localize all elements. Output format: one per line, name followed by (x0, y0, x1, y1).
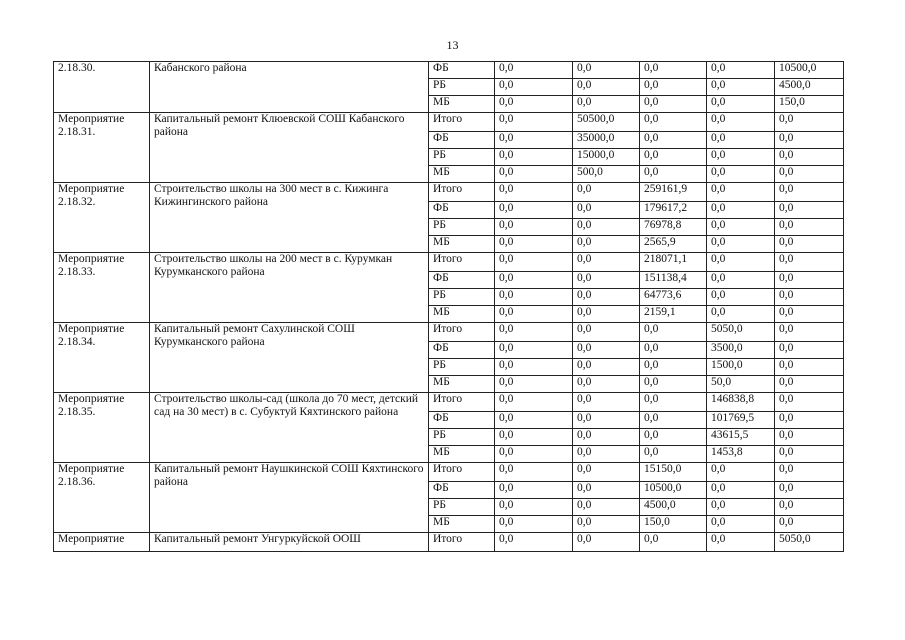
amount-cell-year-1: 0,0 (495, 342, 573, 359)
amount-cell-year-3: 0,0 (640, 149, 707, 166)
amount-cell-year-2: 0,0 (573, 342, 640, 359)
amount-cell-year-4: 0,0 (707, 482, 775, 499)
measure-title-cell: Строительство школы на 200 мест в с. Курумкан Курумканского района (150, 253, 429, 323)
amount-cell-year-2: 0,0 (573, 253, 640, 272)
funding-source-cell: МБ (429, 376, 495, 393)
measure-code-cell: Мероприятие 2.18.34. (54, 323, 150, 393)
measure-code-cell: 2.18.30. (54, 62, 150, 113)
funding-source-cell: МБ (429, 306, 495, 323)
amount-cell-year-3: 0,0 (640, 393, 707, 412)
funding-source-cell: ФБ (429, 62, 495, 79)
amount-cell-year-5: 5050,0 (775, 533, 844, 552)
amount-cell-year-4: 0,0 (707, 149, 775, 166)
amount-cell-year-3: 151138,4 (640, 272, 707, 289)
amount-cell-year-4: 1453,8 (707, 446, 775, 463)
amount-cell-year-2: 0,0 (573, 96, 640, 113)
funding-source-cell: РБ (429, 219, 495, 236)
amount-cell-year-5: 0,0 (775, 272, 844, 289)
amount-cell-year-5: 0,0 (775, 289, 844, 306)
amount-cell-year-4: 0,0 (707, 132, 775, 149)
amount-cell-year-3: 259161,9 (640, 183, 707, 202)
amount-cell-year-4: 101769,5 (707, 412, 775, 429)
amount-cell-year-3: 64773,6 (640, 289, 707, 306)
amount-cell-year-4: 0,0 (707, 533, 775, 552)
amount-cell-year-3: 15150,0 (640, 463, 707, 482)
funding-source-cell: Итого (429, 113, 495, 132)
amount-cell-year-1: 0,0 (495, 183, 573, 202)
amount-cell-year-1: 0,0 (495, 359, 573, 376)
amount-cell-year-1: 0,0 (495, 499, 573, 516)
page-number: 13 (446, 38, 459, 52)
measure-title-cell: Строительство школы на 300 мест в с. Кижинга Кижингинского района (150, 183, 429, 253)
amount-cell-year-2: 0,0 (573, 359, 640, 376)
amount-cell-year-4: 0,0 (707, 113, 775, 132)
amount-cell-year-1: 0,0 (495, 79, 573, 96)
funding-source-cell: ФБ (429, 272, 495, 289)
funding-source-cell: Итого (429, 393, 495, 412)
amount-cell-year-3: 4500,0 (640, 499, 707, 516)
amount-cell-year-2: 0,0 (573, 62, 640, 79)
amount-cell-year-1: 0,0 (495, 132, 573, 149)
amount-cell-year-1: 0,0 (495, 376, 573, 393)
table-row (54, 323, 844, 342)
amount-cell-year-4: 0,0 (707, 289, 775, 306)
measure-code-cell: Мероприятие 2.18.32. (54, 183, 150, 253)
table-row (54, 463, 844, 482)
amount-cell-year-3: 2159,1 (640, 306, 707, 323)
funding-source-cell: ФБ (429, 412, 495, 429)
amount-cell-year-3: 10500,0 (640, 482, 707, 499)
amount-cell-year-2: 0,0 (573, 79, 640, 96)
amount-cell-year-3: 0,0 (640, 446, 707, 463)
amount-cell-year-5: 0,0 (775, 166, 844, 183)
amount-cell-year-5: 0,0 (775, 429, 844, 446)
amount-cell-year-3: 0,0 (640, 429, 707, 446)
amount-cell-year-5: 150,0 (775, 96, 844, 113)
table-row (54, 393, 844, 412)
amount-cell-year-3: 2565,9 (640, 236, 707, 253)
amount-cell-year-4: 0,0 (707, 96, 775, 113)
amount-cell-year-1: 0,0 (495, 516, 573, 533)
amount-cell-year-4: 0,0 (707, 272, 775, 289)
funding-source-cell: Итого (429, 183, 495, 202)
amount-cell-year-3: 0,0 (640, 533, 707, 552)
amount-cell-year-5: 0,0 (775, 412, 844, 429)
funding-source-cell: РБ (429, 289, 495, 306)
funding-source-cell: МБ (429, 446, 495, 463)
amount-cell-year-2: 15000,0 (573, 149, 640, 166)
funding-source-cell: МБ (429, 236, 495, 253)
table-row (54, 113, 844, 132)
amount-cell-year-4: 0,0 (707, 219, 775, 236)
amount-cell-year-4: 0,0 (707, 183, 775, 202)
measure-code-cell: Мероприятие 2.18.33. (54, 253, 150, 323)
amount-cell-year-3: 0,0 (640, 359, 707, 376)
funding-source-cell: Итого (429, 253, 495, 272)
budget-table (53, 61, 844, 552)
amount-cell-year-4: 3500,0 (707, 342, 775, 359)
amount-cell-year-1: 0,0 (495, 446, 573, 463)
amount-cell-year-2: 0,0 (573, 236, 640, 253)
amount-cell-year-5: 0,0 (775, 463, 844, 482)
amount-cell-year-4: 5050,0 (707, 323, 775, 342)
amount-cell-year-1: 0,0 (495, 412, 573, 429)
amount-cell-year-2: 35000,0 (573, 132, 640, 149)
amount-cell-year-3: 0,0 (640, 342, 707, 359)
measure-title-cell: Строительство школы-сад (школа до 70 мест, детский сад на 30 мест) в с. Субуктуй Кяхтинского района (150, 393, 429, 463)
amount-cell-year-2: 0,0 (573, 202, 640, 219)
amount-cell-year-5: 0,0 (775, 236, 844, 253)
amount-cell-year-3: 0,0 (640, 62, 707, 79)
measure-title-cell: Кабанского района (150, 62, 429, 113)
amount-cell-year-1: 0,0 (495, 113, 573, 132)
table-row (54, 62, 844, 79)
amount-cell-year-3: 0,0 (640, 412, 707, 429)
funding-source-cell: МБ (429, 166, 495, 183)
amount-cell-year-3: 179617,2 (640, 202, 707, 219)
funding-source-cell: РБ (429, 499, 495, 516)
amount-cell-year-4: 0,0 (707, 253, 775, 272)
amount-cell-year-5: 0,0 (775, 219, 844, 236)
amount-cell-year-3: 0,0 (640, 376, 707, 393)
measure-code-cell: Мероприятие (54, 533, 150, 552)
amount-cell-year-1: 0,0 (495, 219, 573, 236)
amount-cell-year-5: 0,0 (775, 183, 844, 202)
amount-cell-year-2: 0,0 (573, 446, 640, 463)
amount-cell-year-2: 0,0 (573, 482, 640, 499)
amount-cell-year-4: 0,0 (707, 516, 775, 533)
amount-cell-year-3: 76978,8 (640, 219, 707, 236)
amount-cell-year-2: 0,0 (573, 463, 640, 482)
funding-source-cell: МБ (429, 516, 495, 533)
funding-source-cell: РБ (429, 149, 495, 166)
funding-source-cell: ФБ (429, 132, 495, 149)
amount-cell-year-4: 0,0 (707, 463, 775, 482)
funding-source-cell: РБ (429, 429, 495, 446)
amount-cell-year-4: 43615,5 (707, 429, 775, 446)
amount-cell-year-2: 0,0 (573, 323, 640, 342)
amount-cell-year-3: 0,0 (640, 79, 707, 96)
amount-cell-year-2: 0,0 (573, 393, 640, 412)
amount-cell-year-1: 0,0 (495, 323, 573, 342)
measure-title-cell: Капитальный ремонт Наушкинской СОШ Кяхтинского района (150, 463, 429, 533)
amount-cell-year-4: 50,0 (707, 376, 775, 393)
amount-cell-year-2: 0,0 (573, 272, 640, 289)
measure-code-cell: Мероприятие 2.18.36. (54, 463, 150, 533)
amount-cell-year-1: 0,0 (495, 236, 573, 253)
amount-cell-year-1: 0,0 (495, 429, 573, 446)
funding-source-cell: Итого (429, 533, 495, 552)
amount-cell-year-1: 0,0 (495, 463, 573, 482)
amount-cell-year-3: 0,0 (640, 132, 707, 149)
funding-source-cell: Итого (429, 323, 495, 342)
amount-cell-year-5: 0,0 (775, 376, 844, 393)
amount-cell-year-5: 0,0 (775, 253, 844, 272)
amount-cell-year-1: 0,0 (495, 272, 573, 289)
measure-title-cell: Капитальный ремонт Клюевской СОШ Кабанского района (150, 113, 429, 183)
table-row (54, 533, 844, 552)
amount-cell-year-3: 218071,1 (640, 253, 707, 272)
measure-code-cell: Мероприятие 2.18.35. (54, 393, 150, 463)
amount-cell-year-2: 0,0 (573, 306, 640, 323)
funding-source-cell: Итого (429, 463, 495, 482)
funding-source-cell: РБ (429, 359, 495, 376)
amount-cell-year-5: 0,0 (775, 113, 844, 132)
funding-source-cell: РБ (429, 79, 495, 96)
amount-cell-year-1: 0,0 (495, 306, 573, 323)
amount-cell-year-3: 0,0 (640, 323, 707, 342)
table-row (54, 253, 844, 272)
amount-cell-year-4: 0,0 (707, 79, 775, 96)
amount-cell-year-2: 0,0 (573, 533, 640, 552)
amount-cell-year-4: 0,0 (707, 166, 775, 183)
amount-cell-year-5: 0,0 (775, 446, 844, 463)
amount-cell-year-1: 0,0 (495, 96, 573, 113)
amount-cell-year-4: 1500,0 (707, 359, 775, 376)
amount-cell-year-2: 50500,0 (573, 113, 640, 132)
amount-cell-year-2: 500,0 (573, 166, 640, 183)
amount-cell-year-5: 0,0 (775, 132, 844, 149)
amount-cell-year-5: 0,0 (775, 393, 844, 412)
funding-source-cell: МБ (429, 96, 495, 113)
funding-source-cell: ФБ (429, 202, 495, 219)
amount-cell-year-2: 0,0 (573, 219, 640, 236)
amount-cell-year-5: 10500,0 (775, 62, 844, 79)
amount-cell-year-5: 0,0 (775, 359, 844, 376)
amount-cell-year-2: 0,0 (573, 289, 640, 306)
amount-cell-year-5: 0,0 (775, 202, 844, 219)
amount-cell-year-5: 4500,0 (775, 79, 844, 96)
amount-cell-year-4: 0,0 (707, 202, 775, 219)
table-body (54, 62, 844, 552)
amount-cell-year-1: 0,0 (495, 202, 573, 219)
amount-cell-year-1: 0,0 (495, 533, 573, 552)
amount-cell-year-4: 0,0 (707, 499, 775, 516)
amount-cell-year-5: 0,0 (775, 323, 844, 342)
measure-title-cell: Капитальный ремонт Унгуркуйской ООШ (150, 533, 429, 552)
amount-cell-year-5: 0,0 (775, 482, 844, 499)
amount-cell-year-4: 0,0 (707, 62, 775, 79)
amount-cell-year-5: 0,0 (775, 499, 844, 516)
amount-cell-year-2: 0,0 (573, 412, 640, 429)
amount-cell-year-5: 0,0 (775, 306, 844, 323)
amount-cell-year-2: 0,0 (573, 183, 640, 202)
measure-code-cell: Мероприятие 2.18.31. (54, 113, 150, 183)
amount-cell-year-1: 0,0 (495, 482, 573, 499)
measure-title-cell: Капитальный ремонт Сахулинской СОШ Курумканского района (150, 323, 429, 393)
funding-source-cell: ФБ (429, 342, 495, 359)
amount-cell-year-1: 0,0 (495, 62, 573, 79)
amount-cell-year-4: 146838,8 (707, 393, 775, 412)
amount-cell-year-2: 0,0 (573, 429, 640, 446)
amount-cell-year-5: 0,0 (775, 342, 844, 359)
amount-cell-year-1: 0,0 (495, 166, 573, 183)
amount-cell-year-3: 150,0 (640, 516, 707, 533)
amount-cell-year-2: 0,0 (573, 376, 640, 393)
amount-cell-year-2: 0,0 (573, 499, 640, 516)
amount-cell-year-5: 0,0 (775, 149, 844, 166)
amount-cell-year-1: 0,0 (495, 393, 573, 412)
table-row (54, 183, 844, 202)
amount-cell-year-4: 0,0 (707, 306, 775, 323)
amount-cell-year-1: 0,0 (495, 149, 573, 166)
amount-cell-year-5: 0,0 (775, 516, 844, 533)
amount-cell-year-4: 0,0 (707, 236, 775, 253)
amount-cell-year-1: 0,0 (495, 289, 573, 306)
amount-cell-year-3: 0,0 (640, 96, 707, 113)
amount-cell-year-3: 0,0 (640, 166, 707, 183)
amount-cell-year-1: 0,0 (495, 253, 573, 272)
amount-cell-year-3: 0,0 (640, 113, 707, 132)
funding-source-cell: ФБ (429, 482, 495, 499)
amount-cell-year-2: 0,0 (573, 516, 640, 533)
